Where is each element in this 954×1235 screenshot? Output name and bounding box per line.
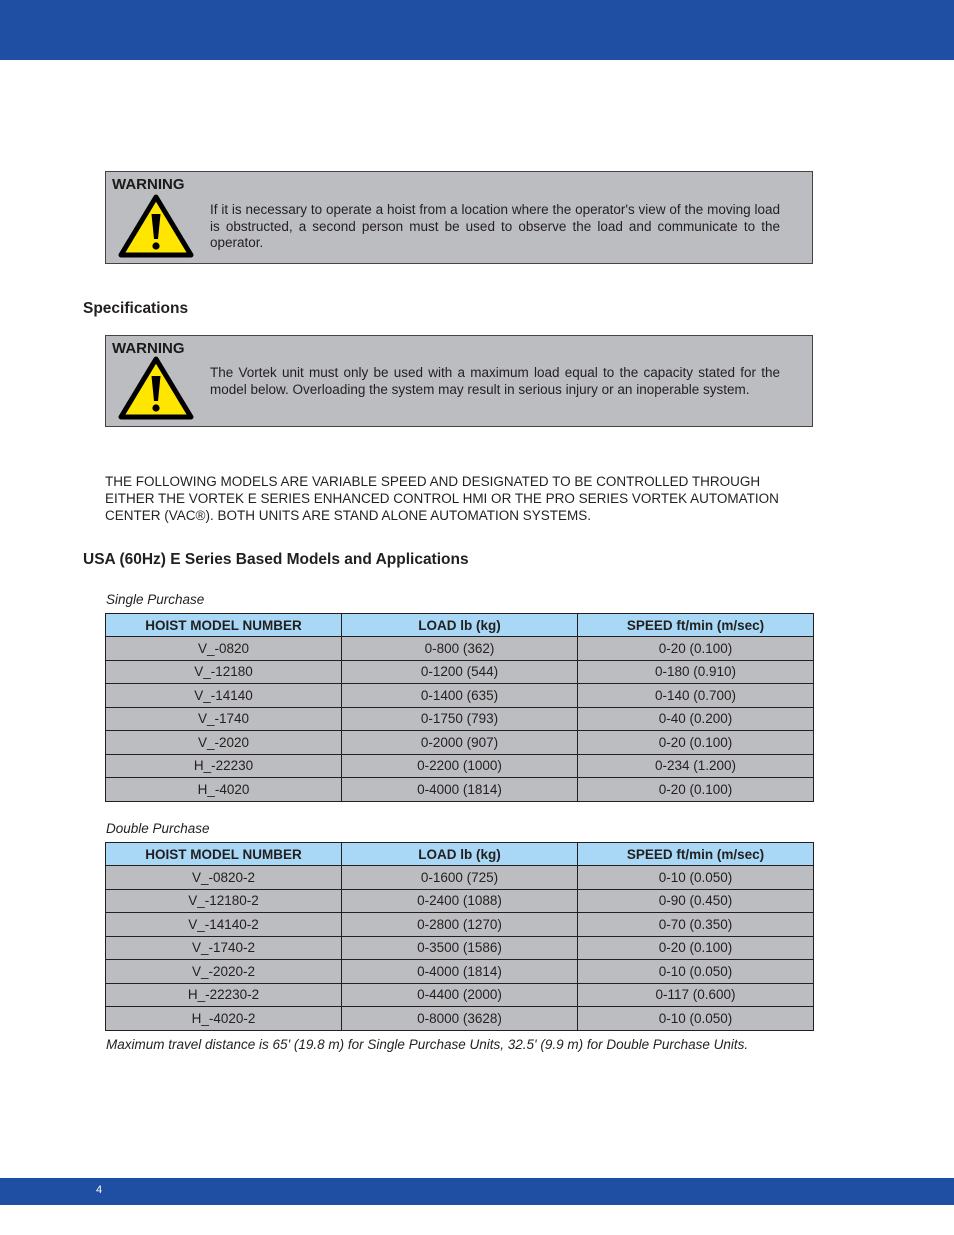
table-cell: H_-4020 — [106, 778, 342, 802]
column-header: HOIST MODEL NUMBER — [106, 843, 342, 866]
warning-text: The Vortek unit must only be used with a maximum load equal to the capacity stated for the model below. Overloading the system may result in serious injury or an inoperable system. — [210, 365, 780, 397]
table-row — [106, 778, 814, 802]
table-cell: 0-70 (0.350) — [578, 913, 814, 937]
warning-triangle-icon — [118, 194, 194, 258]
table-cell: V_-1740 — [106, 707, 342, 731]
table-cell: 0-4000 (1814) — [342, 960, 578, 984]
table-cell: 0-1400 (635) — [342, 684, 578, 708]
table-row — [106, 707, 814, 731]
double-purchase-table — [105, 842, 814, 1031]
warning-text: If it is necessary to operate a hoist from a location where the operator's view of the moving load is obstructed, a second person must be used to observe the load and communicate to the operator. — [210, 202, 780, 250]
table-cell: 0-180 (0.910) — [578, 660, 814, 684]
table-row — [106, 889, 814, 913]
table-cell: 0-2000 (907) — [342, 731, 578, 755]
table-row — [106, 684, 814, 708]
table-cell: 0-1750 (793) — [342, 707, 578, 731]
warning-title: WARNING — [112, 340, 185, 357]
table-cell: H_-22230 — [106, 754, 342, 778]
table-cell: 0-4400 (2000) — [342, 983, 578, 1007]
table-row — [106, 866, 814, 890]
header-band — [0, 0, 954, 60]
table-cell: 0-1200 (544) — [342, 660, 578, 684]
table-header-row — [106, 614, 814, 637]
table-cell: V_-12180 — [106, 660, 342, 684]
page-number: 4 — [96, 1184, 103, 1196]
table-cell: 0-800 (362) — [342, 637, 578, 661]
table-cell: 0-90 (0.450) — [578, 889, 814, 913]
table-row — [106, 960, 814, 984]
column-header: HOIST MODEL NUMBER — [106, 614, 342, 637]
intro-paragraph: THE FOLLOWING MODELS ARE VARIABLE SPEED AND DESIGNATED TO BE CONTROLLED THROUGH EITHER THE VORTEK E SERIES ENHANCED CONTROL HMI OR THE PRO SERIES VORTEK AUTOMATION CENTER (VAC®). BOTH UNITS ARE STAND ALONE AUTOMATION SYSTEMS. — [105, 474, 779, 523]
table-cell: V_-0820-2 — [106, 866, 342, 890]
table-row — [106, 983, 814, 1007]
table-cell: 0-10 (0.050) — [578, 960, 814, 984]
single-purchase-table — [105, 613, 814, 802]
table-cell: 0-40 (0.200) — [578, 707, 814, 731]
table-cell: 0-10 (0.050) — [578, 866, 814, 890]
table-row — [106, 754, 814, 778]
table-row — [106, 936, 814, 960]
table-cell: 0-10 (0.050) — [578, 1007, 814, 1031]
table-cell: V_-14140-2 — [106, 913, 342, 937]
table-cell: 0-20 (0.100) — [578, 936, 814, 960]
table-cell: V_-0820 — [106, 637, 342, 661]
table-cell: 0-234 (1.200) — [578, 754, 814, 778]
table-cell: 0-1600 (725) — [342, 866, 578, 890]
warning-box-max-load — [105, 335, 813, 427]
footer-band — [0, 1178, 954, 1205]
table-cell: 0-140 (0.700) — [578, 684, 814, 708]
table-row — [106, 637, 814, 661]
usa-models-heading: USA (60Hz) E Series Based Models and Applications — [83, 551, 469, 568]
warning-box-operator-view — [105, 171, 813, 264]
table-cell: 0-117 (0.600) — [578, 983, 814, 1007]
table-cell: V_-2020-2 — [106, 960, 342, 984]
column-header: SPEED ft/min (m/sec) — [578, 843, 814, 866]
table-cell: 0-20 (0.100) — [578, 731, 814, 755]
table-cell: V_-12180-2 — [106, 889, 342, 913]
table-cell: H_-22230-2 — [106, 983, 342, 1007]
table-row — [106, 1007, 814, 1031]
table-row — [106, 731, 814, 755]
column-header: SPEED ft/min (m/sec) — [578, 614, 814, 637]
table-cell: H_-4020-2 — [106, 1007, 342, 1031]
table-cell: V_-2020 — [106, 731, 342, 755]
table-cell: 0-3500 (1586) — [342, 936, 578, 960]
table-header-row — [106, 843, 814, 866]
column-header: LOAD lb (kg) — [342, 843, 578, 866]
travel-distance-footnote: Maximum travel distance is 65' (19.8 m) for Single Purchase Units, 32.5' (9.9 m) for Double Purchase Units. — [106, 1037, 749, 1052]
warning-title: WARNING — [112, 176, 185, 193]
specifications-heading: Specifications — [83, 300, 189, 317]
table-cell: 0-2400 (1088) — [342, 889, 578, 913]
table-row — [106, 913, 814, 937]
table-row — [106, 660, 814, 684]
table-cell: 0-2800 (1270) — [342, 913, 578, 937]
table-cell: 0-4000 (1814) — [342, 778, 578, 802]
single-purchase-caption: Single Purchase — [106, 592, 205, 607]
table-cell: 0-20 (0.100) — [578, 778, 814, 802]
double-purchase-caption: Double Purchase — [106, 821, 210, 836]
table-cell: V_-14140 — [106, 684, 342, 708]
table-cell: 0-20 (0.100) — [578, 637, 814, 661]
table-cell: V_-1740-2 — [106, 936, 342, 960]
warning-triangle-icon — [118, 356, 194, 420]
table-cell: 0-2200 (1000) — [342, 754, 578, 778]
table-cell: 0-8000 (3628) — [342, 1007, 578, 1031]
column-header: LOAD lb (kg) — [342, 614, 578, 637]
